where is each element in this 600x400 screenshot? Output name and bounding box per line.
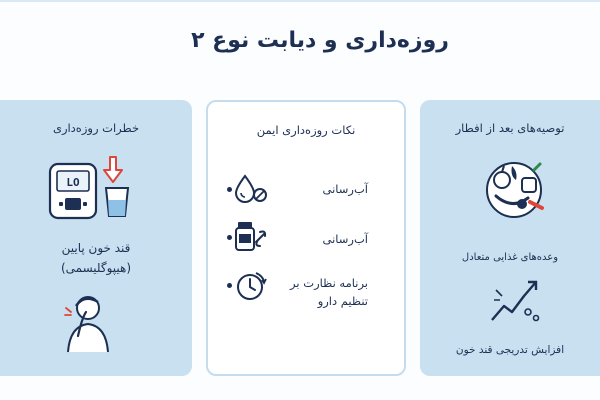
tip-label: آب‌رسانی [322, 232, 368, 246]
bullet [227, 283, 232, 288]
tip-item [208, 268, 404, 322]
post-iftar-card [420, 100, 600, 376]
arrow-down-icon [103, 156, 123, 184]
tip-item [208, 220, 404, 264]
gradual-sugar-label: افزایش تدریجی قند خون [455, 344, 565, 356]
glucose-meter-icon [48, 160, 138, 220]
meter-reading: LO [66, 176, 80, 189]
risks-card [0, 100, 192, 376]
low-sugar-line1: قند خون پایین [61, 241, 131, 255]
balanced-food-icon [482, 158, 548, 220]
iftar-card-title: توصیه‌های بعد از افطار [455, 121, 565, 135]
bullet [227, 187, 232, 192]
balanced-meals-label: وعده‌های غذایی متعادل [461, 252, 559, 263]
tip-item [208, 172, 404, 216]
tips-card-title: نکات روزه‌داری ایمن [256, 123, 356, 137]
top-divider [0, 0, 600, 2]
tip-label: آب‌رسانی [322, 182, 368, 196]
page-title: روزه‌داری و دیابت نوع ۲ [191, 28, 449, 53]
tip-label: برنامه نظارت بر تنظیم دارو [290, 276, 368, 308]
risks-card-title: خطرات روزه‌داری [52, 121, 140, 135]
bullet [227, 235, 232, 240]
low-sugar-label [0, 238, 192, 278]
safe-fasting-tips-card [206, 100, 406, 376]
water-drop-pill-icon [234, 174, 268, 204]
medicine-bottle-icon [234, 220, 268, 252]
low-sugar-line2: (هیپوگلیسمی) [60, 261, 132, 275]
dizzy-person-icon [64, 290, 114, 354]
rising-trend-icon [488, 276, 542, 326]
clock-check-icon [234, 270, 268, 304]
